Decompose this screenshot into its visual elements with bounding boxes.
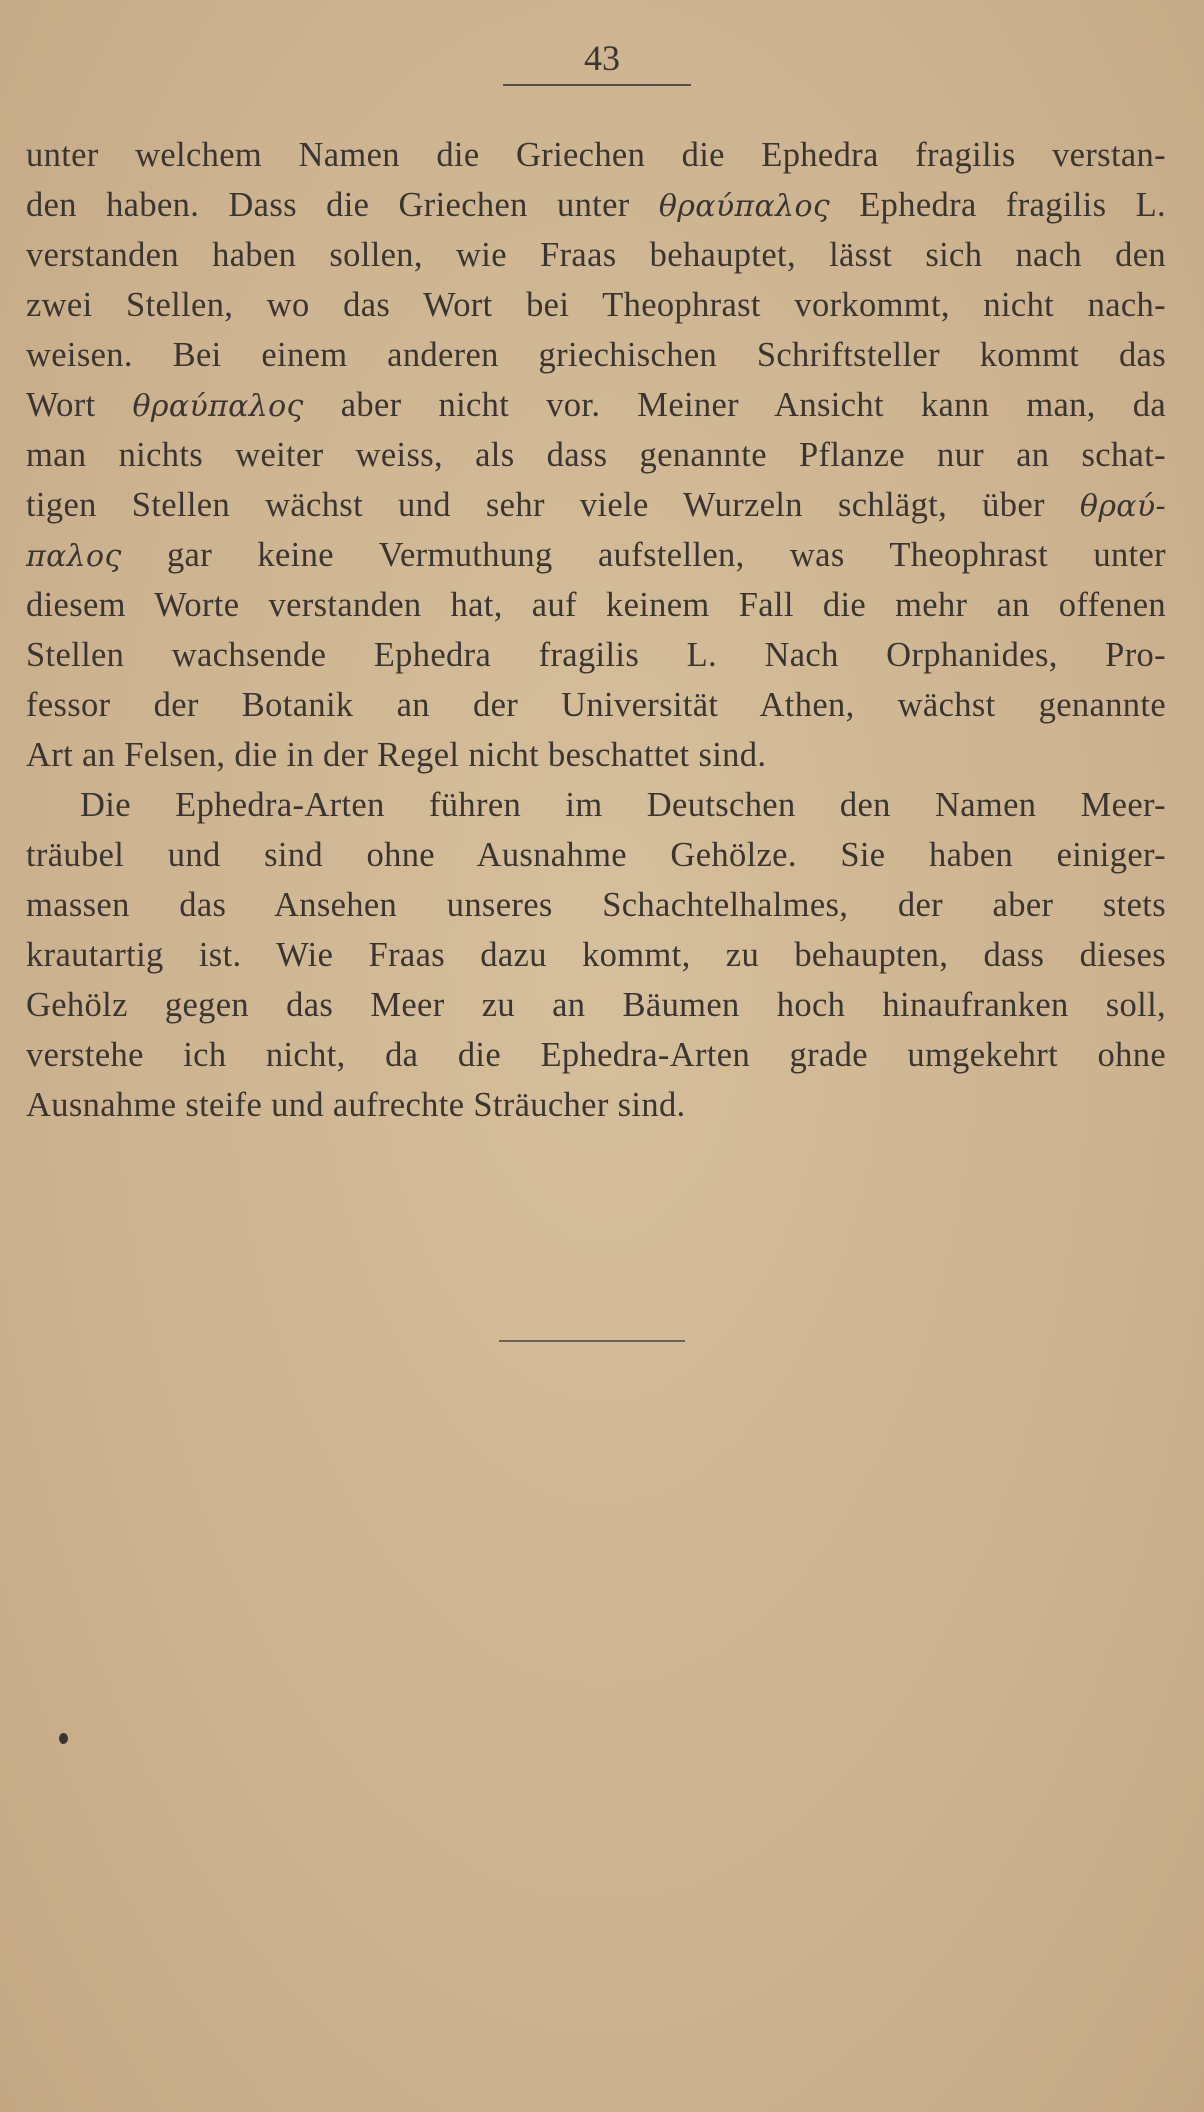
body-text [26, 130, 1166, 1130]
page-number: 43 [584, 38, 620, 78]
text-run: Stellen wachsende Ephedra fragilis L. Nach Orphanides, Pro- [26, 636, 1166, 674]
text-run: massen das Ansehen unseres Schachtelhalmes, der aber stets [26, 886, 1166, 924]
text-line [26, 1080, 1166, 1130]
text-run: aber nicht vor. Meiner Ansicht kann man, da [303, 386, 1166, 424]
text-run: gar keine Vermuthung aufstellen, was Theophrast unter [121, 536, 1166, 574]
text-run: weisen. Bei einem anderen griechischen Schriftsteller kommt das [26, 336, 1166, 374]
text-line [26, 730, 1166, 780]
text-run: Ausnahme steife und aufrechte Sträucher sind. [26, 1086, 686, 1124]
text-line [26, 630, 1166, 680]
text-run: diesem Worte verstanden hat, auf keinem Fall die mehr an offenen [26, 586, 1166, 624]
text-line [26, 130, 1166, 180]
text-run: tigen Stellen wächst und sehr viele Wurzeln schlägt, über [26, 486, 1080, 524]
text-run: Art an Felsen, die in der Regel nicht beschattet sind. [26, 736, 767, 774]
text-line [26, 1030, 1166, 1080]
text-run: Die Ephedra-Arten führen im Deutschen den Namen Meer- [80, 786, 1166, 824]
closing-rule [499, 1340, 685, 1342]
text-line [26, 330, 1166, 380]
text-line [26, 930, 1166, 980]
text-run: verstehe ich nicht, da die Ephedra-Arten grade umgekehrt ohne [26, 1036, 1166, 1074]
text-run: Gehölz gegen das Meer zu an Bäumen hoch hinaufranken soll, [26, 986, 1166, 1024]
text-run: fessor der Botanik an der Universität Athen, wächst genannte [26, 686, 1166, 724]
text-line [26, 230, 1166, 280]
text-run: zwei Stellen, wo das Wort bei Theophrast vorkommt, nicht nach- [26, 286, 1166, 324]
greek-word: παλος [26, 539, 122, 574]
text-line [26, 780, 1166, 830]
text-line [26, 480, 1166, 530]
greek-word: θραύ- [1079, 489, 1166, 524]
text-run: krautartig ist. Wie Fraas dazu kommt, zu behaupten, dass dieses [26, 936, 1166, 974]
text-run: man nichts weiter weiss, als dass genannte Pflanze nur an schat- [26, 436, 1166, 474]
text-run: Wort [26, 386, 133, 424]
text-line [26, 830, 1166, 880]
text-line [26, 880, 1166, 930]
header-rule [503, 84, 691, 86]
text-line [26, 430, 1166, 480]
greek-word: θραύπαλος [132, 389, 304, 424]
text-line [26, 280, 1166, 330]
text-run: unter welchem Namen die Griechen die Ephedra fragilis verstan- [26, 136, 1166, 174]
text-line [26, 530, 1166, 580]
text-line [26, 180, 1166, 230]
ink-speck [59, 1733, 68, 1744]
greek-word: θραύπαλος [658, 189, 831, 224]
text-run: den haben. Dass die Griechen unter [26, 186, 659, 224]
text-run: Ephedra fragilis L. [830, 186, 1166, 224]
text-line [26, 980, 1166, 1030]
text-line [26, 680, 1166, 730]
text-run: träubel und sind ohne Ausnahme Gehölze. Sie haben einiger- [26, 836, 1166, 874]
text-line [26, 380, 1166, 430]
text-line [26, 580, 1166, 630]
text-run: verstanden haben sollen, wie Fraas behauptet, lässt sich nach den [26, 236, 1166, 274]
